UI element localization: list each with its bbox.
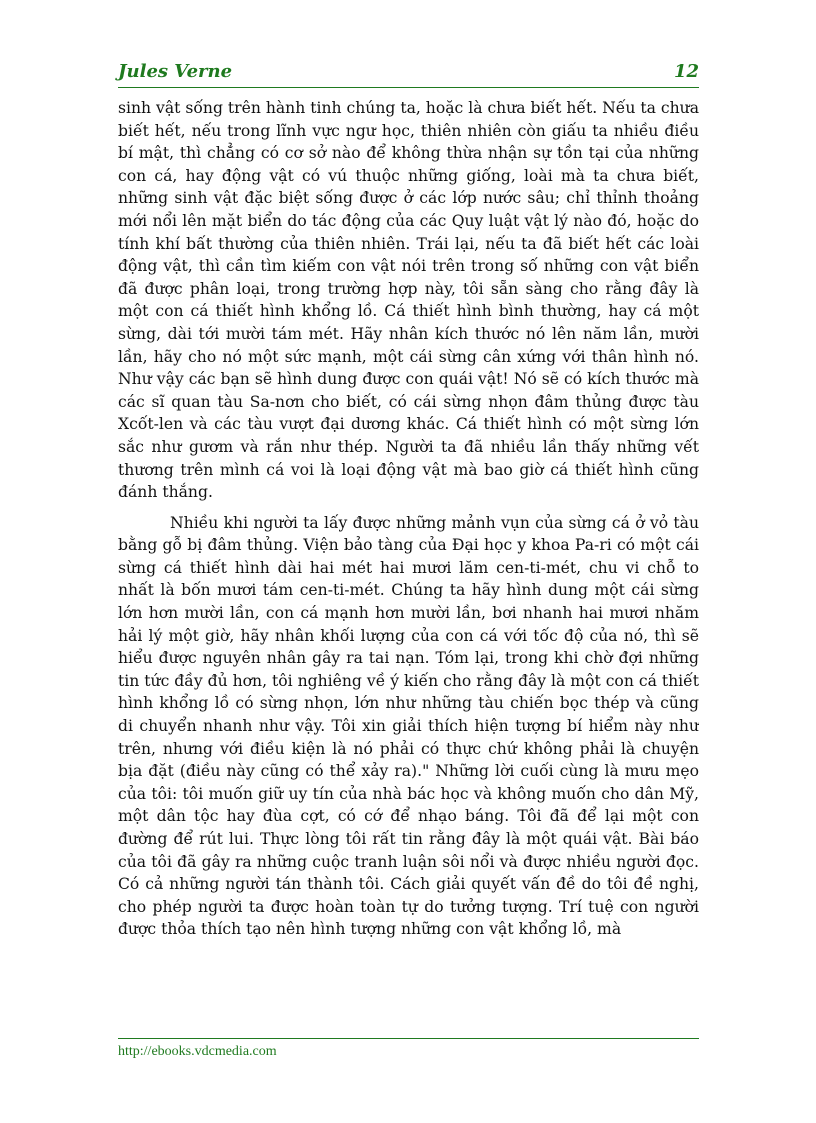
footer-link[interactable]: http://ebooks.vdcmedia.com [118,1044,277,1059]
header-page-number: 12 [673,61,699,82]
header-divider [118,87,699,88]
page-body [118,97,699,1027]
footer-divider [118,1038,699,1039]
paragraph: Nhiều khi người ta lấy được những mảnh vụn của sừng cá ở vỏ tàu bằng gỗ bị đâm thủng. Viện bảo tàng của Đại học y khoa Pa-ri có một cái sừng cá thiết hình dài hai mét hai mươi lăm cen-ti-mét, chu vi chỗ to nhất là bốn mươi tám cen-ti-mét. Chúng ta hãy hình dung một cái sừng lớn hơn mười lần, con cá mạnh hơn mười lần, bơi nhanh hai mươi nhăm hải lý một giờ, hãy nhân khối lượng của con cá với tốc độ của nó, thì sẽ hiểu được nguyên nhân gây ra tai nạn. Tóm lại, trong khi chờ đợi những tin tức đầy đủ hơn, tôi nghiêng về ý kiến cho rằng đây là một con cá thiết hình khổng lồ có sừng nhọn, lớn như những tàu chiến bọc thép và cũng di chuyển nhanh như vậy. Tôi xin giải thích hiện tượng bí hiểm này như trên, nhưng với điều kiện là nó phải có thực chứ không phải là chuyện bịa đặt (điều này cũng có thể xảy ra)." Những lời cuối cùng là mưu mẹo của tôi: tôi muốn giữ uy tín của nhà bác học và không muốn cho dân Mỹ, một dân tộc hay đùa cợt, có cớ để nhạo báng. Tôi đã để lại một con đường để rút lui. Thực lòng tôi rất tin rằng đây là một quái vật. Bài báo của tôi đã gây ra những cuộc tranh luận sôi nổi và được nhiều người đọc. Có cả những người tán thành tôi. Cách giải quyết vấn đề do tôi đề nghị, cho phép người ta được hoàn toàn tự do tưởng tượng. Trí tuệ con người được thỏa thích tạo nên hình tượng những con vật khổng lồ, mà [118,513,699,939]
header-author: Jules Verne [118,61,233,82]
paragraph: sinh vật sống trên hành tinh chúng ta, hoặc là chưa biết hết. Nếu ta chưa biết hết, nếu trong lĩnh vực ngư học, thiên nhiên còn giấu ta nhiều điều bí mật, thì chẳng có cơ sở nào để không thừa nhận sự tồn tại của những con cá, hay động vật có vú thuộc những giống, loài mà ta chưa biết, những sinh vật đặc biệt sống được ở các lớp nước sâu; chỉ thỉnh thoảng mới nổi lên mặt biển do tác động của các Quy luật vật lý nào đó, hoặc do tính khí bất thường của thiên nhiên. Trái lại, nếu ta đã biết hết các loài động vật, thì cần tìm kiếm con vật nói trên trong số những con vật biển đã được phân loại, trong trường hợp này, tôi sẵn sàng cho rằng đây là một con cá thiết hình khổng lồ. Cá thiết hình bình thường, hay cá một sừng, dài tới mười tám mét. Hãy nhân kích thước nó lên năm lần, mười lần, hãy cho nó một sức mạnh, một cái sừng cân xứng với thân hình nó. Như vậy các bạn sẽ hình dung được con quái vật! Nó sẽ có kích thước mà các sĩ quan tàu Sa-nơn cho biết, có cái sừng nhọn đâm thủng được tàu Xcốt-len và các tàu vượt đại dương khác. Cá thiết hình có một sừng lớn sắc như gươm và rắn như thép. Người ta đã nhiều lần thấy những vết thương trên mình cá voi là loại động vật mà bao giờ cá thiết hình cũng đánh thắng. [118,99,699,502]
running-header [118,60,699,84]
